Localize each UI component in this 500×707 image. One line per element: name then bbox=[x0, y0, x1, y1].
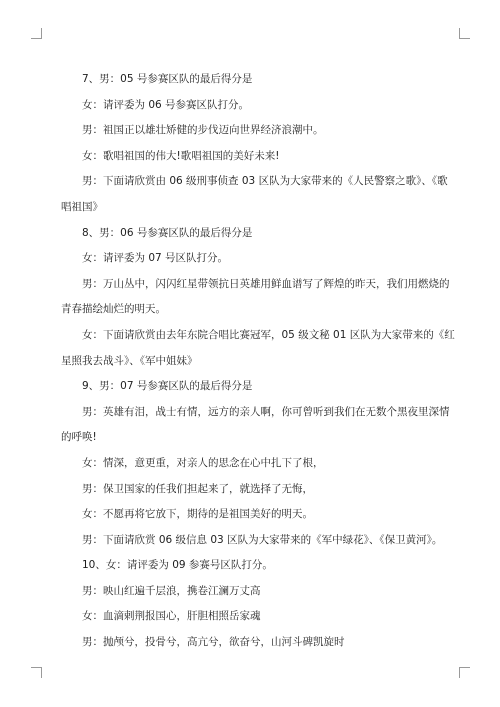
text-line: 男：下面请欣赏 06 级信息 03 区队为大家带来的《军中绿花》、《保卫黄河》。 bbox=[82, 533, 443, 546]
text-line: 唱祖国》 bbox=[61, 200, 103, 213]
text-line: 男：万山丛中，闪闪红星带领抗日英雄用鲜血谱写了辉煌的昨天，我们用燃烧的 bbox=[82, 277, 450, 290]
text-line: 青春描绘灿烂的明天。 bbox=[61, 303, 166, 316]
crop-mark-top-right bbox=[459, 28, 470, 39]
text-line: 女：歌唱祖国的伟大!歌唱祖国的美好未来! bbox=[82, 149, 280, 162]
text-line: 女：血滴剌荆报国心，肝胆相照岳家魂 bbox=[82, 610, 261, 623]
text-line: 7、男：05 号参赛区队的最后得分是 bbox=[82, 73, 253, 85]
text-line: 女：请评委为 06 号参赛区队打分。 bbox=[82, 98, 250, 111]
crop-mark-bottom-left bbox=[31, 667, 42, 678]
text-line: 女：情深，意更重，对亲人的思念在心中扎下了根， bbox=[82, 456, 324, 469]
text-line: 8、男：06 号参赛区队的最后得分是 bbox=[82, 226, 253, 239]
text-line: 男：祖国正以雄壮矫健的步伐迈向世界经济浪潮中。 bbox=[82, 124, 324, 137]
text-line: 男：保卫国家的任我们担起来了，就选择了无悔， bbox=[82, 482, 313, 495]
text-line: 的呼唤! bbox=[61, 431, 97, 444]
document-body bbox=[61, 67, 455, 656]
text-line: 星照我去战斗》、《军中姐妹》 bbox=[61, 354, 198, 367]
crop-mark-top-left bbox=[31, 28, 42, 39]
text-line: 男：抛颅兮，投骨兮，高亢兮，欲奋兮，山河斗碑凯旋时 bbox=[82, 636, 345, 649]
text-line: 女：请评委为 07 号区队打分。 bbox=[82, 252, 229, 265]
text-line: 男：英雄有泪，战士有情，远方的亲人啊，你可曾听到我们在无数个黑夜里深情 bbox=[82, 405, 450, 418]
text-line: 10、女：请评委为 09 参赛号区队打分。 bbox=[82, 559, 273, 572]
text-line: 男：映山红遍千层浪，携卷江澜万丈高 bbox=[82, 584, 261, 597]
text-line: 女：不愿再将它放下，期待的是祖国美好的明天。 bbox=[82, 508, 313, 521]
crop-mark-bottom-right bbox=[459, 667, 470, 678]
text-line: 9、男：07 号参赛区队的最后得分是 bbox=[82, 380, 253, 393]
text-line: 女：下面请欣赏由去年东院合唱比赛冠军，05 级文秘 01 区队为大家带来的《红 bbox=[82, 328, 455, 341]
text-line: 男：下面请欣赏由 06 级刑事侦查 03 区队为大家带来的《人民警察之歌》、《歌 bbox=[82, 175, 448, 188]
